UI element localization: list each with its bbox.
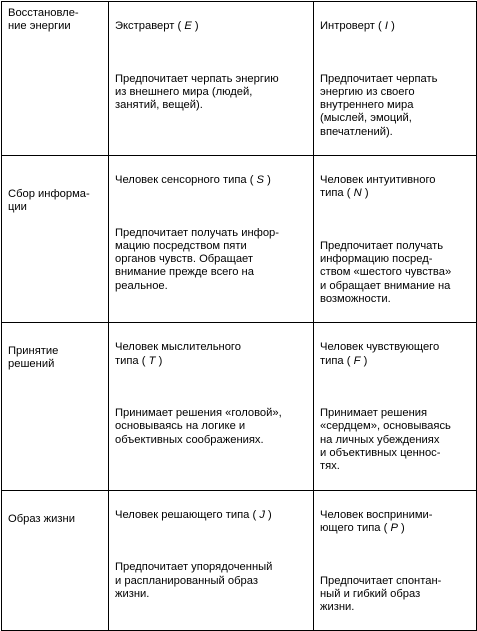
type-heading-end: ): [267, 174, 271, 187]
type-letter: J: [259, 508, 265, 521]
type-heading: [320, 174, 470, 200]
left-cell: [109, 323, 314, 490]
type-description: Принимает решения «головой», основываясь на логике и объективных соображениях.: [115, 407, 282, 446]
type-heading: [115, 174, 307, 187]
right-cell: [314, 490, 477, 631]
type-heading-end: ): [391, 20, 395, 33]
type-description: Предпочитает получать информацию посред- ством «шестого чувства» и обращает внимание на возможности.: [320, 240, 452, 305]
table-row: [2, 156, 477, 323]
type-heading-text: Человек восприними- ющего типа (: [320, 508, 433, 534]
type-heading-end: ): [158, 354, 163, 367]
type-heading-end: ): [268, 508, 272, 521]
type-letter: I: [384, 20, 388, 33]
table-row: [2, 490, 477, 631]
type-letter: S: [256, 174, 265, 187]
right-cell: [314, 156, 477, 323]
table-row: [2, 323, 477, 490]
row-label: Принятие решений: [2, 323, 109, 490]
type-letter: T: [148, 354, 156, 367]
personality-types-table: [1, 1, 477, 631]
type-heading-text: Человек чувствующего типа (: [320, 341, 440, 367]
type-heading: [320, 341, 470, 367]
left-cell: [109, 156, 314, 323]
type-heading: [320, 509, 470, 535]
type-heading-text: Интроверт (: [320, 20, 382, 33]
type-heading-end: ): [401, 521, 405, 534]
right-cell: [314, 2, 477, 156]
type-heading: [115, 341, 307, 367]
row-label: Восстановле- ние энергии: [2, 2, 109, 156]
type-description: Предпочитает спонтан- ный и гибкий образ жизни.: [320, 574, 442, 613]
type-heading-text: Экстраверт (: [115, 20, 182, 33]
type-letter: E: [184, 20, 192, 33]
type-letter: P: [390, 521, 398, 534]
left-cell: [109, 2, 314, 156]
row-label: Образ жизни: [2, 490, 109, 631]
type-description: Предпочитает черпать энергию из своего внутреннего мира (мыслей, эмоций, впечатлений).: [320, 72, 438, 138]
type-heading-text: Человек мыслительного типа (: [115, 341, 241, 367]
type-description: Предпочитает черпать энергию из внешнего мира (людей, занятий, вещей).: [115, 72, 279, 112]
type-heading-end: ): [363, 354, 368, 367]
type-heading: [115, 20, 307, 33]
type-heading-text: Человек решающего типа (: [115, 508, 257, 521]
type-description: Принимает решения «сердцем», основываясь на личных убеждениях и объективных ценнос- тях.: [320, 407, 451, 473]
right-cell: [314, 323, 477, 490]
type-description: Предпочитает упорядоченный и распланированный образ жизни.: [115, 561, 273, 600]
type-heading: [115, 509, 307, 522]
type-letter: F: [353, 354, 361, 367]
row-label: Сбор информа- ции: [2, 156, 109, 323]
left-cell: [109, 490, 314, 631]
type-heading-end: ): [364, 187, 369, 200]
type-description: Предпочитает получать инфор- мацию посредством пяти органов чувств. Обращает внимание прежде всего на реальное.: [115, 226, 280, 292]
type-heading-text: Человек интуитивного типа (: [320, 174, 436, 200]
type-heading: [320, 20, 470, 33]
type-heading-end: ): [194, 20, 199, 33]
type-letter: N: [353, 187, 362, 200]
type-heading-text: Человек сенсорного типа (: [115, 174, 254, 187]
table-row: [2, 2, 477, 156]
